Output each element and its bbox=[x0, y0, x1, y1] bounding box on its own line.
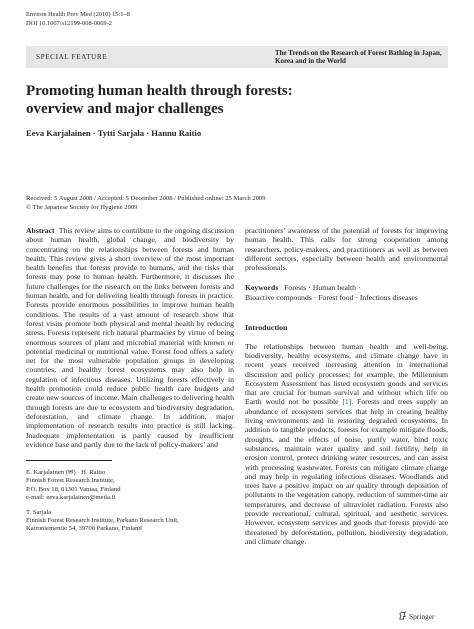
publisher-name: Springer bbox=[409, 612, 435, 621]
keywords-heading: Keywords bbox=[245, 283, 279, 293]
affiliation-line: Kaironiementie 54, 39700 Parkano, Finland bbox=[26, 525, 142, 533]
abstract-heading: Abstract bbox=[26, 226, 55, 235]
affiliation-line: P.O. Box 18, 01301 Vantaa, Finland bbox=[26, 485, 121, 493]
publisher-logo bbox=[398, 611, 434, 622]
doi-line: DOI 10.1007/s12199-008-0069-2 bbox=[26, 19, 112, 27]
introduction-text: . Forests and trees supply an abundance of ecosystem services that help in creating healthy living environments and in restoring degraded ecosystems. In addition to tangible products, forests for example mitigate floods, droughts, and the effects of noise, purify water, bind toxic substances, maintain water quality and soil fertility, help in erosion control, protect drinking water resources, and can assist with processing wastewater. Forests can mitigate climate change and may help in regulating infectious diseases. Woodlands and trees have a positive impact on air quality through deposition of pollutants to the vegetation canopy, reduction of summer-time air temperatures, and decrease of ultraviolet radiation. Forests also provide recreational, cultural, spiritual, and aesthetic services. However, ecosystem services and goods that forests provide are threatened by deforestation, pollution, biodiversity degradation, and climate change. bbox=[245, 397, 448, 546]
publication-dates bbox=[26, 195, 266, 212]
affiliation-block bbox=[26, 509, 234, 534]
author-list: Eeva Karjalainen · Tytti Sarjala · Hannu Raitio bbox=[26, 128, 202, 138]
series-title-line: Korea and in the World bbox=[275, 57, 346, 66]
abstract-text: This review aims to contribute to the ongoing discussion about human health, global change, and biodiversity by concentrating on the relationships between forests and human health. This review gives a short overview of the most important health benefits that forests provide to humans, and the risks that forests may pose to human health. Furthermore, it discusses the future challenges for the research on the links between forests and human health, and for delivering health through forests in practice. Forests provide enormous possibilities to improve human health conditions. The results of a vast amount of research show that forest visits promote both physical and mental health by reducing stress. Forests represent rich natural pharmacies by virtue of being enormous sources of plant and microbial material with known or potential medicinal or nutritional value. Forest food offers a safety net for the most vulnerable population groups in developing countries, and healthy forest ecosystems may also help in regulation of infectious diseases. Utilizing forests effectively in health promotion could reduce public health care budgets and create new sources of income. Main challenges to delivering health through forests are due to ecosystem and biodiversity degradation, deforestation, and climate change. In addition, major implementation of research results into practice is still lacking. Inadequate implementation is partly caused by insufficient evidence base and partly due to the lack of policy-makers’ and bbox=[26, 226, 234, 449]
journal-issue: Environ Health Prev Med (2010) 15:1–8 bbox=[26, 11, 130, 18]
footnote-divider bbox=[26, 460, 112, 461]
received-accepted-line: Received: 5 August 2008 / Accepted: 5 December 2008 / Published online: 25 March 2009 bbox=[26, 195, 266, 202]
keywords-text: Forests · Human health · bbox=[284, 283, 361, 293]
copyright-line: © The Japanese Society for Hygiene 2009 bbox=[26, 203, 138, 211]
springer-horse-icon bbox=[398, 611, 407, 622]
special-feature-label: SPECIAL FEATURE bbox=[36, 53, 108, 61]
author-email: e-mail: eeva.karjalainen@metla.fi bbox=[26, 493, 116, 501]
title-line: Promoting human health through forests: bbox=[26, 83, 293, 99]
left-column bbox=[26, 226, 234, 541]
special-feature-bar bbox=[26, 46, 448, 68]
introduction-paragraph bbox=[245, 342, 448, 547]
series-title-line: The Trends on the Research of Forest Bathing in Japan, bbox=[275, 49, 442, 57]
article-title bbox=[26, 83, 426, 118]
affiliation-line: E. Karjalainen (✉) · H. Raitio bbox=[26, 469, 106, 477]
introduction-text: The relationships between human health and well-being, biodiversity, healthy ecosystems, and climate change have in recent years received increasing attention in international discussion and policy processes; for example, the Millennium Ecosystem Assessment has listed ecosystem goods and services that are crucial for human survival and without which life on Earth would not be possible bbox=[245, 341, 448, 407]
title-line: overview and major challenges bbox=[26, 100, 224, 117]
affiliation-line: T. Sarjala bbox=[26, 508, 52, 516]
introduction-heading: Introduction bbox=[245, 322, 288, 332]
abstract-continued: practitioners’ awareness of the potential of forests for improving human health. This calls for strong cooperation among researchers, policy-makers, and practitioners as well as between different sectors, especially between health and environmental professionals. bbox=[245, 226, 448, 273]
feature-series-title bbox=[275, 49, 445, 66]
right-column bbox=[245, 226, 448, 546]
affiliation-block bbox=[26, 469, 234, 502]
keywords-block bbox=[245, 283, 448, 302]
citation-link[interactable]: [1] bbox=[342, 397, 352, 407]
abstract-paragraph bbox=[26, 226, 234, 449]
keywords-line bbox=[245, 283, 448, 293]
keywords-text: Bioactive compounds · Forest food · Infectious diseases bbox=[245, 293, 418, 303]
affiliation-line: Finnish Forest Research Institute, Parkano Research Unit, bbox=[26, 517, 179, 525]
affiliation-line: Finnish Forest Research Institute, bbox=[26, 477, 115, 485]
journal-citation bbox=[26, 11, 130, 28]
